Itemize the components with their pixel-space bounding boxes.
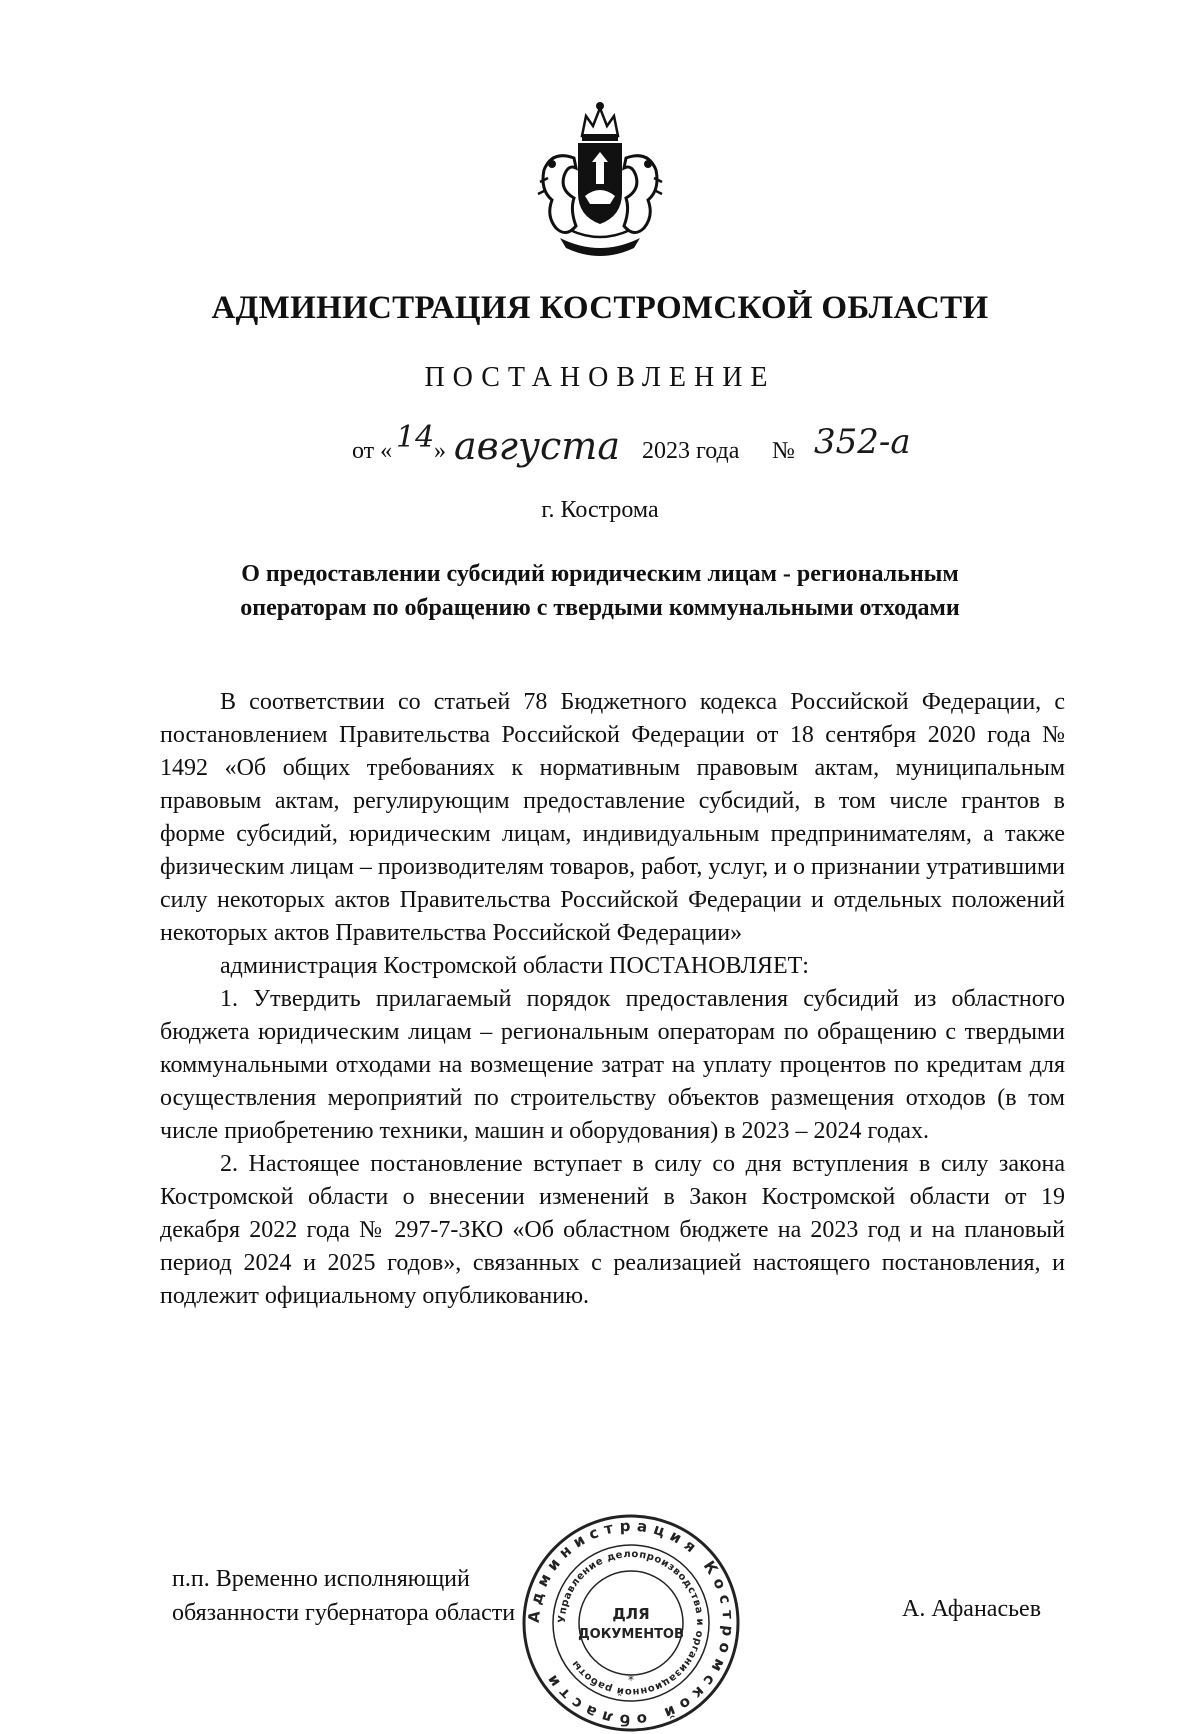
item-2-paragraph: 2. Настоящее постановление вступает в силу со дня вступления в силу закона Костромской области о внесении изменений в Закон Костромской области от 19 декабря 2022 года № 297-7-ЗКО «Об областном бюджете на 2023 год и на плановый период 2024 и 2025 годов», связанных с реализацией настоящего постановления, и подлежит официальному опубликованию. <box>160 1151 1065 1309</box>
date-prefix: от « <box>352 438 393 464</box>
subject-line-2: операторам по обращению с твердыми коммунальными отходами <box>240 595 960 621</box>
resolves-paragraph: администрация Костромской области ПОСТАНОВЛЯЕТ: <box>220 953 809 979</box>
signatory-name: А. Афанасьев <box>902 1596 1042 1622</box>
item-1-paragraph: 1. Утвердить прилагаемый порядок предоставления субсидий из областного бюджета юридическим лицам – региональным операторам по обращению с твердыми коммунальными отходами на возмещение затрат на уплату процентов по кредитам для осуществления мероприятий по строительству объектов размещения отходов (в том числе приобретению техники, машин и оборудования) в 2023 – 2024 годах. <box>160 986 1065 1144</box>
seal-center-line-2: ДОКУМЕНТОВ <box>578 1627 684 1642</box>
year-text: 2023 года <box>642 438 740 464</box>
position-line-2: обязанности губернатора области <box>172 1600 516 1626</box>
city: г. Кострома <box>541 497 659 523</box>
seal-inner-text: Управление делопроизводства и организационной работы <box>556 1548 706 1698</box>
day-close-quote: » <box>434 438 446 464</box>
seal-outer-text: Администрация Костромской области <box>524 1516 738 1730</box>
svg-text:Администрация Костромской обла <box>525 1517 738 1730</box>
preamble-paragraph: В соответствии со статьей 78 Бюджетного кодекса Российской Федерации, с постановлением Правительства Российской Федерации от 18 сентября 2020 года № 1492 «Об общих требованиях к нормативным правовым актам, муниципальным правовым актам, регулирующим предоставление субсидий, в том числе грантов в форме субсидий, юридическим лицам, индивидуальным предпринимателям, а также физическим лицам – производителям товаров, работ, услуг, и о признании утратившими силу некоторых актов Правительства Российской Федерации и отдельных положений некоторых актов Правительства Российской Федерации» <box>160 689 1065 946</box>
number-sign: № <box>772 438 795 464</box>
date-number-line <box>352 420 1072 480</box>
coat-of-arms-icon <box>530 98 670 263</box>
official-seal-icon <box>520 1512 742 1734</box>
subject-line-1: О предоставлении субсидий юридическим лицам - региональным <box>241 561 959 587</box>
position-line-1: п.п. Временно исполняющий <box>172 1566 470 1592</box>
organization-title: АДМИНИСТРАЦИЯ КОСТРОМСКОЙ ОБЛАСТИ <box>211 290 989 326</box>
document-subject <box>160 557 1040 625</box>
seal-star-icon: * <box>628 1673 634 1687</box>
document-body <box>160 686 1065 1313</box>
signatory-position <box>172 1562 515 1630</box>
handwritten-day: 14 <box>396 420 435 455</box>
document-type: ПОСТАНОВЛЕНИЕ <box>424 362 776 393</box>
handwritten-month: августа <box>454 424 620 468</box>
seal-center-line-1: ДЛЯ <box>612 1605 650 1623</box>
handwritten-number: 352-а <box>814 422 911 462</box>
